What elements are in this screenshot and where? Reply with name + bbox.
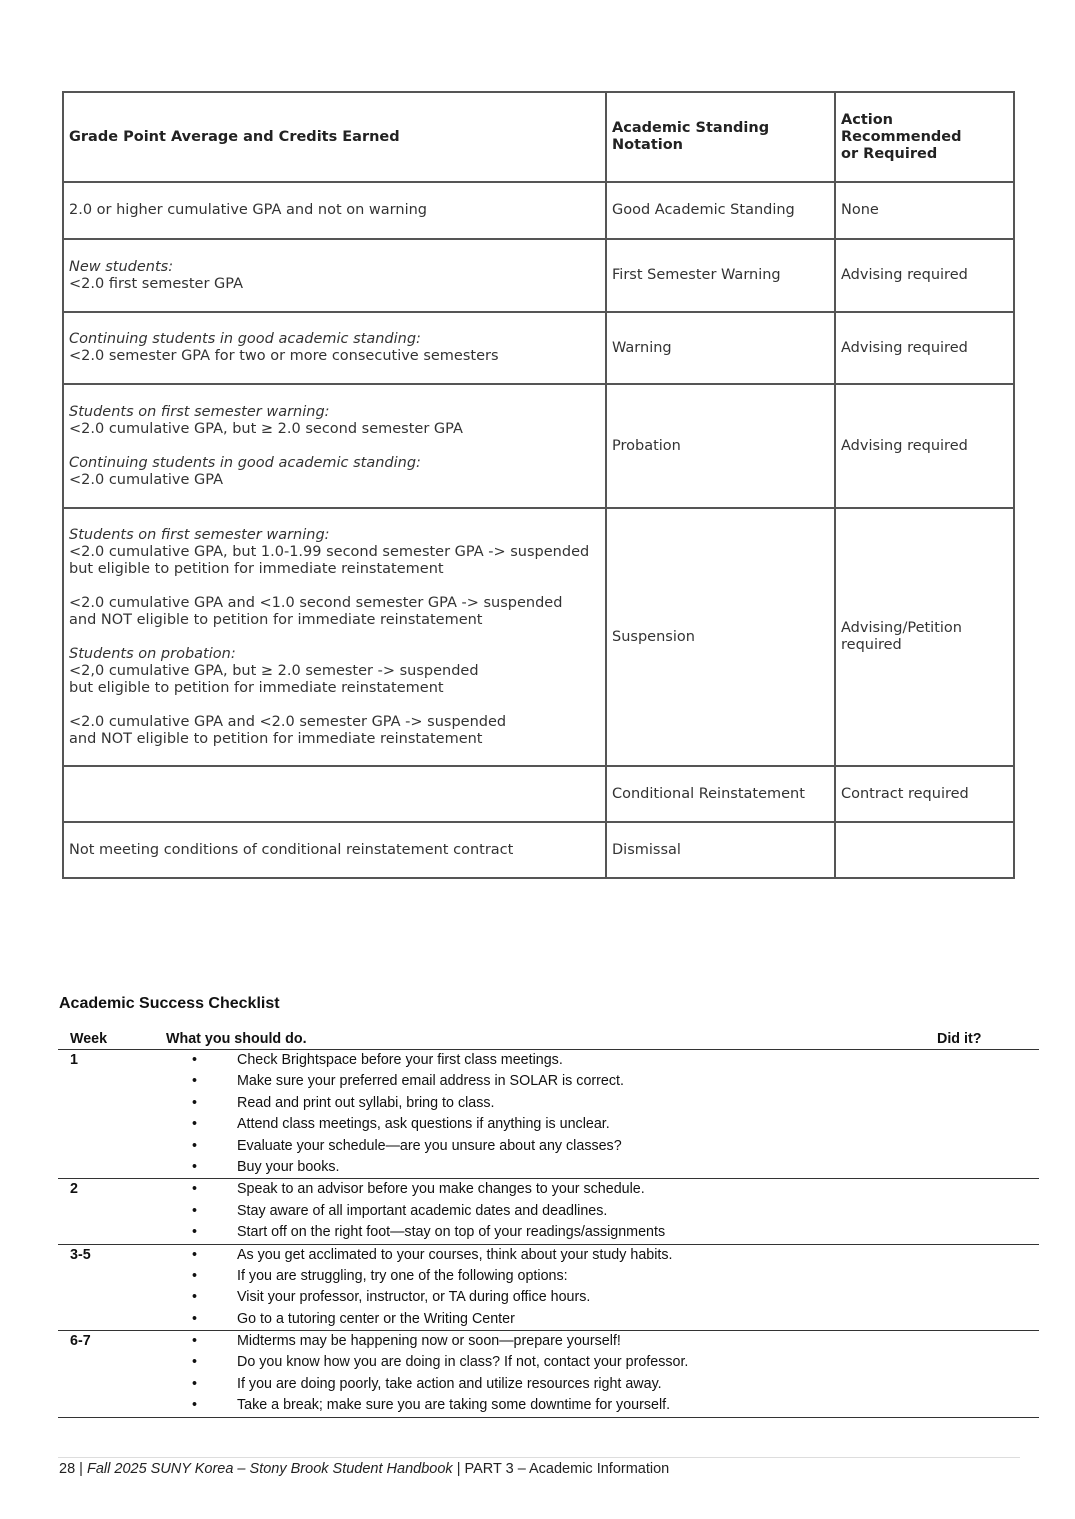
todo-list <box>154 1331 925 1417</box>
footer-separator: | <box>79 1461 83 1477</box>
list-item: • Attend class meetings, ask questions if anything is unclear. <box>154 1114 925 1135</box>
criteria-group-label: Students on probation: <box>69 645 236 662</box>
checklist-week-row <box>58 1244 1039 1331</box>
checklist-week-row <box>58 1179 1039 1244</box>
list-item: • Go to a tutoring center or the Writing Center <box>154 1309 925 1330</box>
handbook-title: Fall 2025 SUNY Korea – Stony Brook Student Handbook <box>86 1461 453 1477</box>
criteria-line: <2.0 semester GPA for two or more consecutive semesters <box>69 348 499 364</box>
checklist-title: Academic Success Checklist <box>59 995 280 1012</box>
standing-notation-cell: Warning <box>606 312 835 384</box>
list-item: • Visit your professor, instructor, or TA during office hours. <box>154 1287 925 1308</box>
criteria-line: and NOT eligible to petition for immediate reinstatement <box>69 611 483 628</box>
criteria-line <box>69 697 600 714</box>
action-cell: Advising required <box>835 384 1014 508</box>
checklist-week-row <box>58 1050 1039 1179</box>
list-item: • Check Brightspace before your first class meetings. <box>154 1050 925 1071</box>
header-week: Week <box>58 1029 154 1050</box>
action-cell: None <box>835 182 1014 239</box>
standing-row <box>63 312 1014 384</box>
action-cell: Advising required <box>835 312 1014 384</box>
footer-separator: | <box>456 1461 461 1477</box>
action-cell: Contract required <box>835 766 1014 822</box>
criteria-group-label: Continuing students in good academic standing: <box>69 331 421 347</box>
section-title: PART 3 – Academic Information <box>464 1461 670 1477</box>
criteria-line: <2.0 cumulative GPA, but 1.0-1.99 second semester GPA -> suspended <box>69 543 590 560</box>
did-it-cell <box>925 1331 1039 1418</box>
criteria-cell <box>63 766 606 822</box>
criteria-cell <box>63 508 606 766</box>
list-item: • Evaluate your schedule—are you unsure about any classes? <box>154 1136 925 1157</box>
header-todo: What you should do. <box>154 1029 925 1050</box>
criteria-line: but eligible to petition for immediate reinstatement <box>69 560 444 577</box>
criteria-line <box>69 438 600 455</box>
header-did-it: Did it? <box>925 1029 1039 1050</box>
standing-header-row <box>63 92 1014 182</box>
action-line: Advising/Petition <box>841 620 962 636</box>
standing-row <box>63 766 1014 822</box>
criteria-line: <2.0 cumulative GPA <box>69 471 224 488</box>
list-item: • Take a break; make sure you are taking some downtime for yourself. <box>154 1395 925 1416</box>
criteria-group-label: Students on first semester warning: <box>69 403 330 420</box>
list-item: • Read and print out syllabi, bring to class. <box>154 1093 925 1114</box>
todo-list <box>154 1245 925 1331</box>
footer-divider <box>58 1457 1020 1458</box>
header-action: Action Recommended or Required <box>835 92 1014 182</box>
page-number: 28 <box>59 1461 76 1477</box>
standing-notation-cell: Dismissal <box>606 822 835 878</box>
criteria-line: <2.0 first semester GPA <box>69 275 243 292</box>
criteria-line: and NOT eligible to petition for immediate reinstatement <box>69 730 483 747</box>
criteria-line: but eligible to petition for immediate reinstatement <box>69 679 444 696</box>
criteria-cell <box>63 822 606 878</box>
page-footer <box>59 1461 669 1477</box>
week-label: 2 <box>58 1179 154 1244</box>
standing-row <box>63 822 1014 878</box>
todo-cell <box>154 1331 925 1418</box>
action-line: required <box>841 637 902 653</box>
list-item: • Start off on the right foot—stay on top of your readings/assignments <box>154 1222 925 1243</box>
action-cell <box>835 822 1014 878</box>
criteria-line: 2.0 or higher cumulative GPA and not on warning <box>69 202 427 218</box>
standing-notation-cell: Probation <box>606 384 835 508</box>
did-it-cell <box>925 1179 1039 1244</box>
criteria-cell <box>63 239 606 312</box>
checklist-week-row <box>58 1331 1039 1418</box>
todo-cell <box>154 1179 925 1244</box>
list-item: • Make sure your preferred email address in SOLAR is correct. <box>154 1071 925 1092</box>
todo-list <box>154 1050 925 1178</box>
list-item: • If you are struggling, try one of the following options: <box>154 1266 925 1287</box>
criteria-group-label: Continuing students in good academic standing: <box>69 454 421 471</box>
week-label: 1 <box>58 1050 154 1179</box>
criteria-group-label: Students on first semester warning: <box>69 526 330 543</box>
standing-row <box>63 508 1014 766</box>
standing-row <box>63 182 1014 239</box>
header-standing-notation: Academic Standing Notation <box>606 92 835 182</box>
criteria-group-label: New students: <box>69 258 174 275</box>
standing-notation-cell: Suspension <box>606 508 835 766</box>
week-label: 6-7 <box>58 1331 154 1418</box>
list-item: • Speak to an advisor before you make changes to your schedule. <box>154 1179 925 1200</box>
criteria-line: <2.0 cumulative GPA and <1.0 second semester GPA -> suspended <box>69 594 563 611</box>
standing-row <box>63 384 1014 508</box>
criteria-line: Not meeting conditions of conditional reinstatement contract <box>69 841 514 858</box>
list-item: • As you get acclimated to your courses, think about your study habits. <box>154 1245 925 1266</box>
did-it-cell <box>925 1050 1039 1179</box>
criteria-cell <box>63 312 606 384</box>
list-item: • Buy your books. <box>154 1157 925 1178</box>
todo-cell <box>154 1244 925 1331</box>
list-item: • If you are doing poorly, take action and utilize resources right away. <box>154 1374 925 1395</box>
standing-notation-cell: Conditional Reinstatement <box>606 766 835 822</box>
week-label: 3-5 <box>58 1244 154 1331</box>
todo-cell <box>154 1050 925 1179</box>
action-cell: Advising required <box>835 239 1014 312</box>
standing-notation-cell: Good Academic Standing <box>606 182 835 239</box>
criteria-line: <2.0 cumulative GPA, but ≥ 2.0 second semester GPA <box>69 420 463 437</box>
did-it-cell <box>925 1244 1039 1331</box>
criteria-line <box>69 578 600 595</box>
academic-standing-table <box>62 91 1015 879</box>
list-item: • Midterms may be happening now or soon—prepare yourself! <box>154 1331 925 1352</box>
academic-success-checklist <box>58 1029 1039 1418</box>
standing-row <box>63 239 1014 312</box>
todo-list <box>154 1179 925 1243</box>
criteria-line: <2.0 cumulative GPA and <2.0 semester GPA -> suspended <box>69 713 507 730</box>
list-item: • Stay aware of all important academic dates and deadlines. <box>154 1201 925 1222</box>
criteria-line: <2,0 cumulative GPA, but ≥ 2.0 semester -> suspended <box>69 662 479 679</box>
action-cell <box>835 508 1014 766</box>
criteria-line <box>69 629 600 646</box>
standing-notation-cell: First Semester Warning <box>606 239 835 312</box>
checklist-header-row <box>58 1029 1039 1050</box>
criteria-cell <box>63 182 606 239</box>
list-item: • Do you know how you are doing in class? If not, contact your professor. <box>154 1352 925 1373</box>
header-gpa-credits: Grade Point Average and Credits Earned <box>63 92 606 182</box>
criteria-cell <box>63 384 606 508</box>
